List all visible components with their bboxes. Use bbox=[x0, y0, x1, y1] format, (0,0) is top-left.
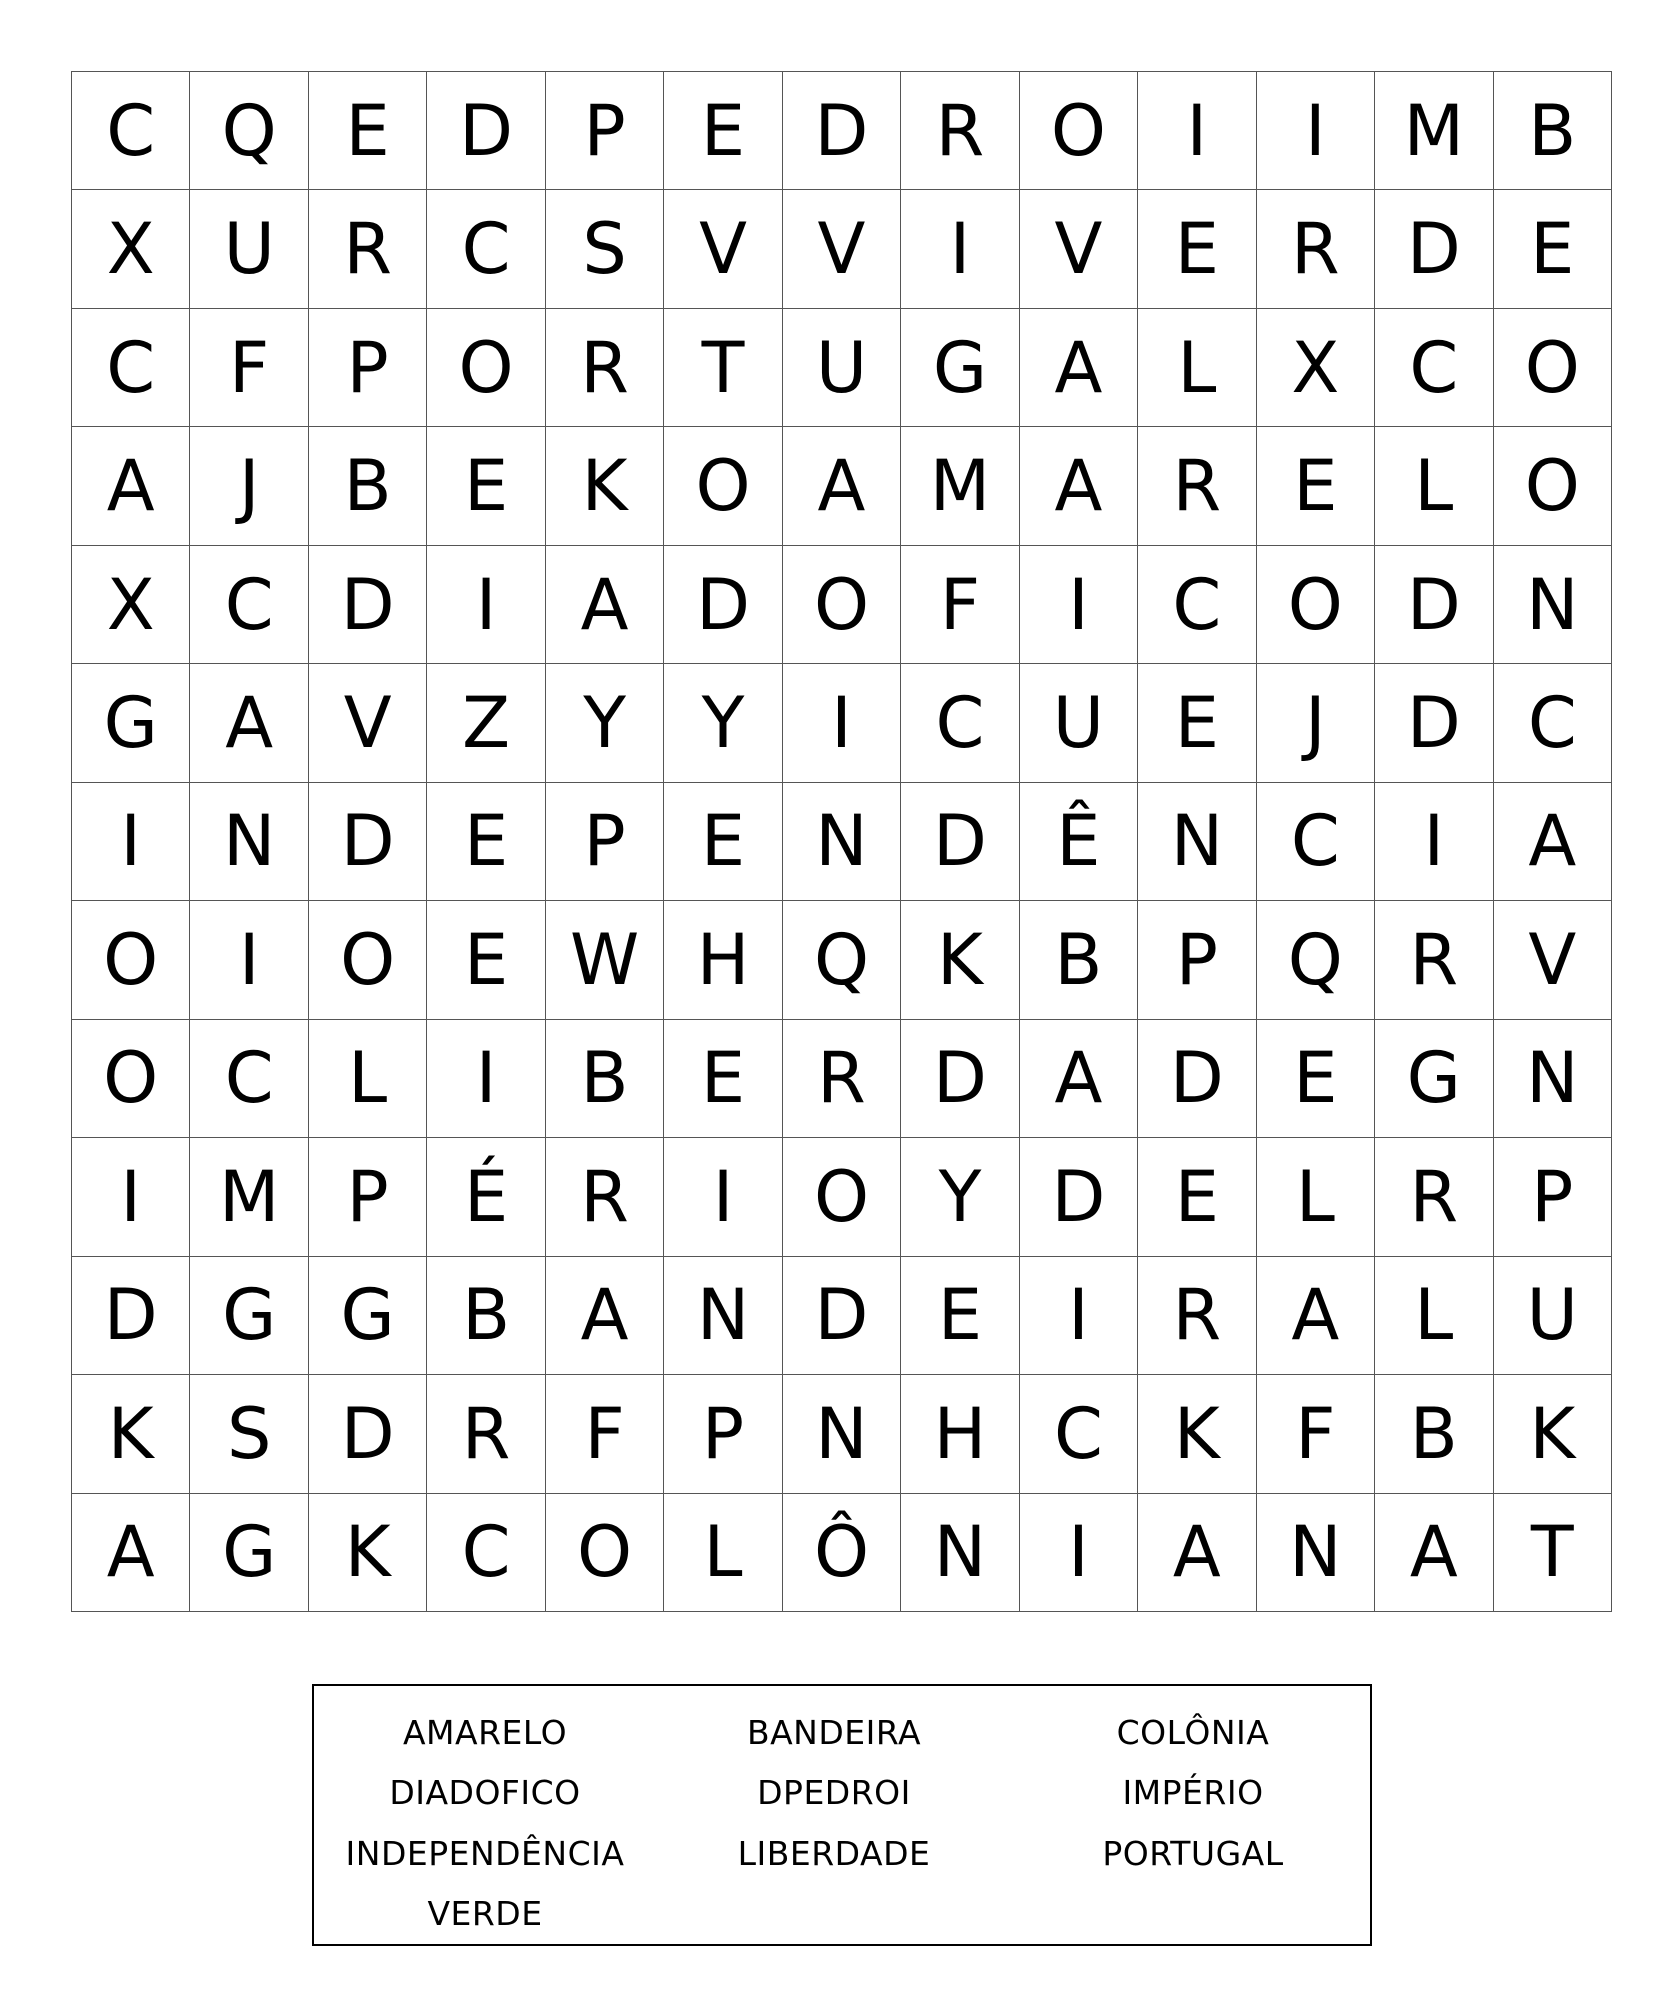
grid-cell[interactable]: X bbox=[1257, 309, 1375, 427]
grid-cell[interactable]: E bbox=[309, 72, 427, 190]
grid-cell[interactable]: E bbox=[1257, 1020, 1375, 1138]
grid-cell[interactable]: K bbox=[1494, 1375, 1612, 1493]
grid-cell[interactable]: C bbox=[1020, 1375, 1138, 1493]
grid-cell[interactable]: B bbox=[546, 1020, 664, 1138]
grid-cell[interactable]: H bbox=[664, 901, 782, 1019]
grid-cell[interactable]: O bbox=[783, 1138, 901, 1256]
grid-cell[interactable]: É bbox=[427, 1138, 545, 1256]
word-list-item: COLÔNIA bbox=[1116, 1712, 1270, 1752]
grid-cell[interactable]: N bbox=[901, 1494, 1019, 1612]
word-list-item: DPEDROI bbox=[757, 1773, 911, 1813]
grid-cell[interactable]: E bbox=[664, 783, 782, 901]
grid-cell[interactable]: E bbox=[901, 1257, 1019, 1375]
grid-cell[interactable]: P bbox=[309, 309, 427, 427]
grid-cell[interactable]: H bbox=[901, 1375, 1019, 1493]
grid-cell[interactable]: O bbox=[427, 309, 545, 427]
grid-cell[interactable]: U bbox=[783, 309, 901, 427]
grid-cell[interactable]: E bbox=[1257, 427, 1375, 545]
grid-cell[interactable]: D bbox=[309, 783, 427, 901]
grid-cell[interactable]: I bbox=[1257, 72, 1375, 190]
grid-cell[interactable]: M bbox=[901, 427, 1019, 545]
grid-cell[interactable]: D bbox=[901, 1020, 1019, 1138]
grid-cell[interactable]: A bbox=[1020, 427, 1138, 545]
grid-cell[interactable]: K bbox=[901, 901, 1019, 1019]
grid-cell[interactable]: C bbox=[190, 546, 308, 664]
grid-cell[interactable]: D bbox=[1375, 190, 1493, 308]
grid-cell[interactable]: R bbox=[1138, 427, 1256, 545]
grid-cell[interactable]: K bbox=[72, 1375, 190, 1493]
grid-cell[interactable]: S bbox=[546, 190, 664, 308]
grid-cell[interactable]: V bbox=[783, 190, 901, 308]
grid-cell[interactable]: B bbox=[1375, 1375, 1493, 1493]
grid-cell[interactable]: I bbox=[783, 664, 901, 782]
grid-cell[interactable]: E bbox=[427, 427, 545, 545]
grid-cell[interactable]: C bbox=[901, 664, 1019, 782]
grid-cell[interactable]: N bbox=[1138, 783, 1256, 901]
grid-cell[interactable]: A bbox=[546, 546, 664, 664]
grid-cell[interactable]: J bbox=[1257, 664, 1375, 782]
grid-cell[interactable]: V bbox=[1020, 190, 1138, 308]
grid-cell[interactable]: B bbox=[1494, 72, 1612, 190]
grid-cell[interactable]: R bbox=[783, 1020, 901, 1138]
grid-cell[interactable]: G bbox=[190, 1494, 308, 1612]
word-list-item: LIBERDADE bbox=[737, 1833, 931, 1873]
grid-cell[interactable]: C bbox=[72, 72, 190, 190]
grid-cell[interactable]: N bbox=[1494, 546, 1612, 664]
grid-cell[interactable]: E bbox=[1494, 190, 1612, 308]
grid-cell[interactable]: R bbox=[546, 309, 664, 427]
grid-cell[interactable]: G bbox=[309, 1257, 427, 1375]
grid-cell[interactable]: M bbox=[190, 1138, 308, 1256]
grid-cell[interactable]: L bbox=[1257, 1138, 1375, 1256]
grid-cell[interactable]: G bbox=[72, 664, 190, 782]
word-list-item: INDEPENDÊNCIA bbox=[345, 1833, 625, 1873]
grid-cell[interactable]: O bbox=[664, 427, 782, 545]
grid-cell[interactable]: F bbox=[190, 309, 308, 427]
grid-cell[interactable]: E bbox=[1138, 664, 1256, 782]
grid-cell[interactable]: B bbox=[309, 427, 427, 545]
grid-cell[interactable]: O bbox=[783, 546, 901, 664]
grid-cell[interactable]: R bbox=[427, 1375, 545, 1493]
grid-cell[interactable]: X bbox=[72, 546, 190, 664]
grid-cell[interactable]: Ê bbox=[1020, 783, 1138, 901]
grid-cell[interactable]: C bbox=[427, 190, 545, 308]
grid-cell[interactable]: I bbox=[1138, 72, 1256, 190]
grid-cell[interactable]: K bbox=[1138, 1375, 1256, 1493]
grid-cell[interactable]: L bbox=[1375, 427, 1493, 545]
grid-cell[interactable]: A bbox=[72, 427, 190, 545]
word-list-item: VERDE bbox=[427, 1894, 543, 1934]
grid-cell[interactable]: I bbox=[1020, 1257, 1138, 1375]
grid-cell[interactable]: R bbox=[546, 1138, 664, 1256]
grid-cell[interactable]: Q bbox=[1257, 901, 1375, 1019]
grid-cell[interactable]: I bbox=[1020, 1494, 1138, 1612]
word-list-item: BANDEIRA bbox=[746, 1712, 922, 1752]
grid-cell[interactable]: O bbox=[1257, 546, 1375, 664]
grid-cell[interactable]: D bbox=[901, 783, 1019, 901]
grid-cell[interactable]: P bbox=[1494, 1138, 1612, 1256]
grid-cell[interactable]: E bbox=[1138, 190, 1256, 308]
grid-cell[interactable]: A bbox=[1138, 1494, 1256, 1612]
grid-cell[interactable]: U bbox=[190, 190, 308, 308]
grid-cell[interactable]: D bbox=[427, 72, 545, 190]
grid-cell[interactable]: B bbox=[427, 1257, 545, 1375]
grid-cell[interactable]: A bbox=[783, 427, 901, 545]
grid-cell[interactable]: L bbox=[309, 1020, 427, 1138]
grid-cell[interactable]: F bbox=[546, 1375, 664, 1493]
grid-cell[interactable]: A bbox=[72, 1494, 190, 1612]
grid-cell[interactable]: W bbox=[546, 901, 664, 1019]
grid-cell[interactable]: L bbox=[1138, 309, 1256, 427]
grid-cell[interactable]: D bbox=[1375, 546, 1493, 664]
grid-cell[interactable]: O bbox=[309, 901, 427, 1019]
grid-cell[interactable]: Z bbox=[427, 664, 545, 782]
grid-cell[interactable]: N bbox=[1257, 1494, 1375, 1612]
grid-cell[interactable]: T bbox=[1494, 1494, 1612, 1612]
grid-cell[interactable]: C bbox=[1257, 783, 1375, 901]
grid-cell[interactable]: A bbox=[1257, 1257, 1375, 1375]
grid-cell[interactable]: I bbox=[1375, 783, 1493, 901]
word-list-item: IMPÉRIO bbox=[1122, 1773, 1264, 1813]
word-list-item: PORTUGAL bbox=[1102, 1833, 1284, 1873]
grid-cell[interactable]: J bbox=[190, 427, 308, 545]
grid-cell[interactable]: M bbox=[1375, 72, 1493, 190]
grid-cell[interactable]: V bbox=[309, 664, 427, 782]
grid-cell[interactable]: D bbox=[783, 72, 901, 190]
grid-cell[interactable]: C bbox=[1375, 309, 1493, 427]
grid-cell[interactable]: I bbox=[72, 783, 190, 901]
grid-cell[interactable]: N bbox=[190, 783, 308, 901]
grid-cell[interactable]: K bbox=[309, 1494, 427, 1612]
grid-cell[interactable]: D bbox=[1020, 1138, 1138, 1256]
grid-cell[interactable]: O bbox=[1020, 72, 1138, 190]
grid-cell[interactable]: X bbox=[72, 190, 190, 308]
grid-cell[interactable]: D bbox=[309, 1375, 427, 1493]
grid-cell[interactable]: E bbox=[664, 1020, 782, 1138]
grid-cell[interactable]: D bbox=[72, 1257, 190, 1375]
grid-cell[interactable]: A bbox=[190, 664, 308, 782]
grid-cell[interactable]: O bbox=[72, 901, 190, 1019]
grid-cell[interactable]: P bbox=[546, 783, 664, 901]
grid-cell[interactable]: R bbox=[1375, 901, 1493, 1019]
grid-cell[interactable]: N bbox=[1494, 1020, 1612, 1138]
grid-cell[interactable]: P bbox=[309, 1138, 427, 1256]
grid-cell[interactable]: E bbox=[664, 72, 782, 190]
grid-cell[interactable]: C bbox=[190, 1020, 308, 1138]
grid-cell[interactable]: O bbox=[1494, 427, 1612, 545]
grid-cell[interactable]: D bbox=[664, 546, 782, 664]
grid-cell[interactable]: T bbox=[664, 309, 782, 427]
grid-cell[interactable]: I bbox=[427, 1020, 545, 1138]
grid-cell[interactable]: U bbox=[1020, 664, 1138, 782]
grid-cell[interactable]: D bbox=[309, 546, 427, 664]
grid-cell[interactable]: O bbox=[72, 1020, 190, 1138]
grid-cell[interactable]: C bbox=[1138, 546, 1256, 664]
grid-cell[interactable]: I bbox=[664, 1138, 782, 1256]
grid-cell[interactable]: C bbox=[72, 309, 190, 427]
grid-cell[interactable]: Q bbox=[783, 901, 901, 1019]
grid-cell[interactable]: Q bbox=[190, 72, 308, 190]
grid-cell[interactable]: V bbox=[664, 190, 782, 308]
grid-cell[interactable]: L bbox=[664, 1494, 782, 1612]
grid-cell[interactable]: U bbox=[1494, 1257, 1612, 1375]
grid-cell[interactable]: N bbox=[783, 1375, 901, 1493]
grid-cell[interactable]: E bbox=[1138, 1138, 1256, 1256]
grid-cell[interactable]: A bbox=[1020, 309, 1138, 427]
grid-cell[interactable]: P bbox=[546, 72, 664, 190]
grid-cell[interactable]: R bbox=[1375, 1138, 1493, 1256]
word-list-box bbox=[312, 1684, 1372, 1946]
grid-cell[interactable]: I bbox=[72, 1138, 190, 1256]
grid-cell[interactable]: I bbox=[190, 901, 308, 1019]
grid-cell[interactable]: D bbox=[1138, 1020, 1256, 1138]
grid-cell[interactable]: C bbox=[1494, 664, 1612, 782]
grid-cell[interactable]: B bbox=[1020, 901, 1138, 1019]
grid-cell[interactable]: G bbox=[901, 309, 1019, 427]
grid-cell[interactable]: A bbox=[1494, 783, 1612, 901]
grid-cell[interactable]: N bbox=[664, 1257, 782, 1375]
grid-cell[interactable]: I bbox=[901, 190, 1019, 308]
grid-cell[interactable]: R bbox=[309, 190, 427, 308]
grid-cell[interactable]: N bbox=[783, 783, 901, 901]
grid-cell[interactable]: C bbox=[427, 1494, 545, 1612]
grid-cell[interactable]: Y bbox=[664, 664, 782, 782]
word-search-grid bbox=[71, 71, 1612, 1612]
grid-cell[interactable]: R bbox=[1257, 190, 1375, 308]
grid-cell[interactable]: A bbox=[546, 1257, 664, 1375]
grid-cell[interactable]: D bbox=[1375, 664, 1493, 782]
grid-cell[interactable]: I bbox=[427, 546, 545, 664]
grid-cell[interactable]: K bbox=[546, 427, 664, 545]
grid-cell[interactable]: A bbox=[1020, 1020, 1138, 1138]
grid-cell[interactable]: A bbox=[1375, 1494, 1493, 1612]
grid-cell[interactable]: D bbox=[783, 1257, 901, 1375]
word-list-item: AMARELO bbox=[402, 1712, 568, 1752]
grid-cell[interactable]: I bbox=[1020, 546, 1138, 664]
grid-cell[interactable]: Ô bbox=[783, 1494, 901, 1612]
word-list bbox=[314, 1702, 1370, 1944]
grid-cell[interactable]: V bbox=[1494, 901, 1612, 1019]
grid-cell[interactable]: E bbox=[427, 901, 545, 1019]
grid-cell[interactable]: O bbox=[1494, 309, 1612, 427]
grid-cell[interactable]: F bbox=[1257, 1375, 1375, 1493]
grid-cell[interactable]: P bbox=[664, 1375, 782, 1493]
grid-cell[interactable]: G bbox=[190, 1257, 308, 1375]
grid-cell[interactable]: F bbox=[901, 546, 1019, 664]
grid-cell[interactable]: Y bbox=[546, 664, 664, 782]
word-list-item: DIADOFICO bbox=[389, 1773, 581, 1813]
grid-cell[interactable]: S bbox=[190, 1375, 308, 1493]
grid-cell[interactable]: L bbox=[1375, 1257, 1493, 1375]
grid-cell[interactable]: Y bbox=[901, 1138, 1019, 1256]
grid-cell[interactable]: O bbox=[546, 1494, 664, 1612]
grid-cell[interactable]: P bbox=[1138, 901, 1256, 1019]
grid-cell[interactable]: R bbox=[1138, 1257, 1256, 1375]
grid-cell[interactable]: E bbox=[427, 783, 545, 901]
grid-cell[interactable]: G bbox=[1375, 1020, 1493, 1138]
grid-cell[interactable]: R bbox=[901, 72, 1019, 190]
